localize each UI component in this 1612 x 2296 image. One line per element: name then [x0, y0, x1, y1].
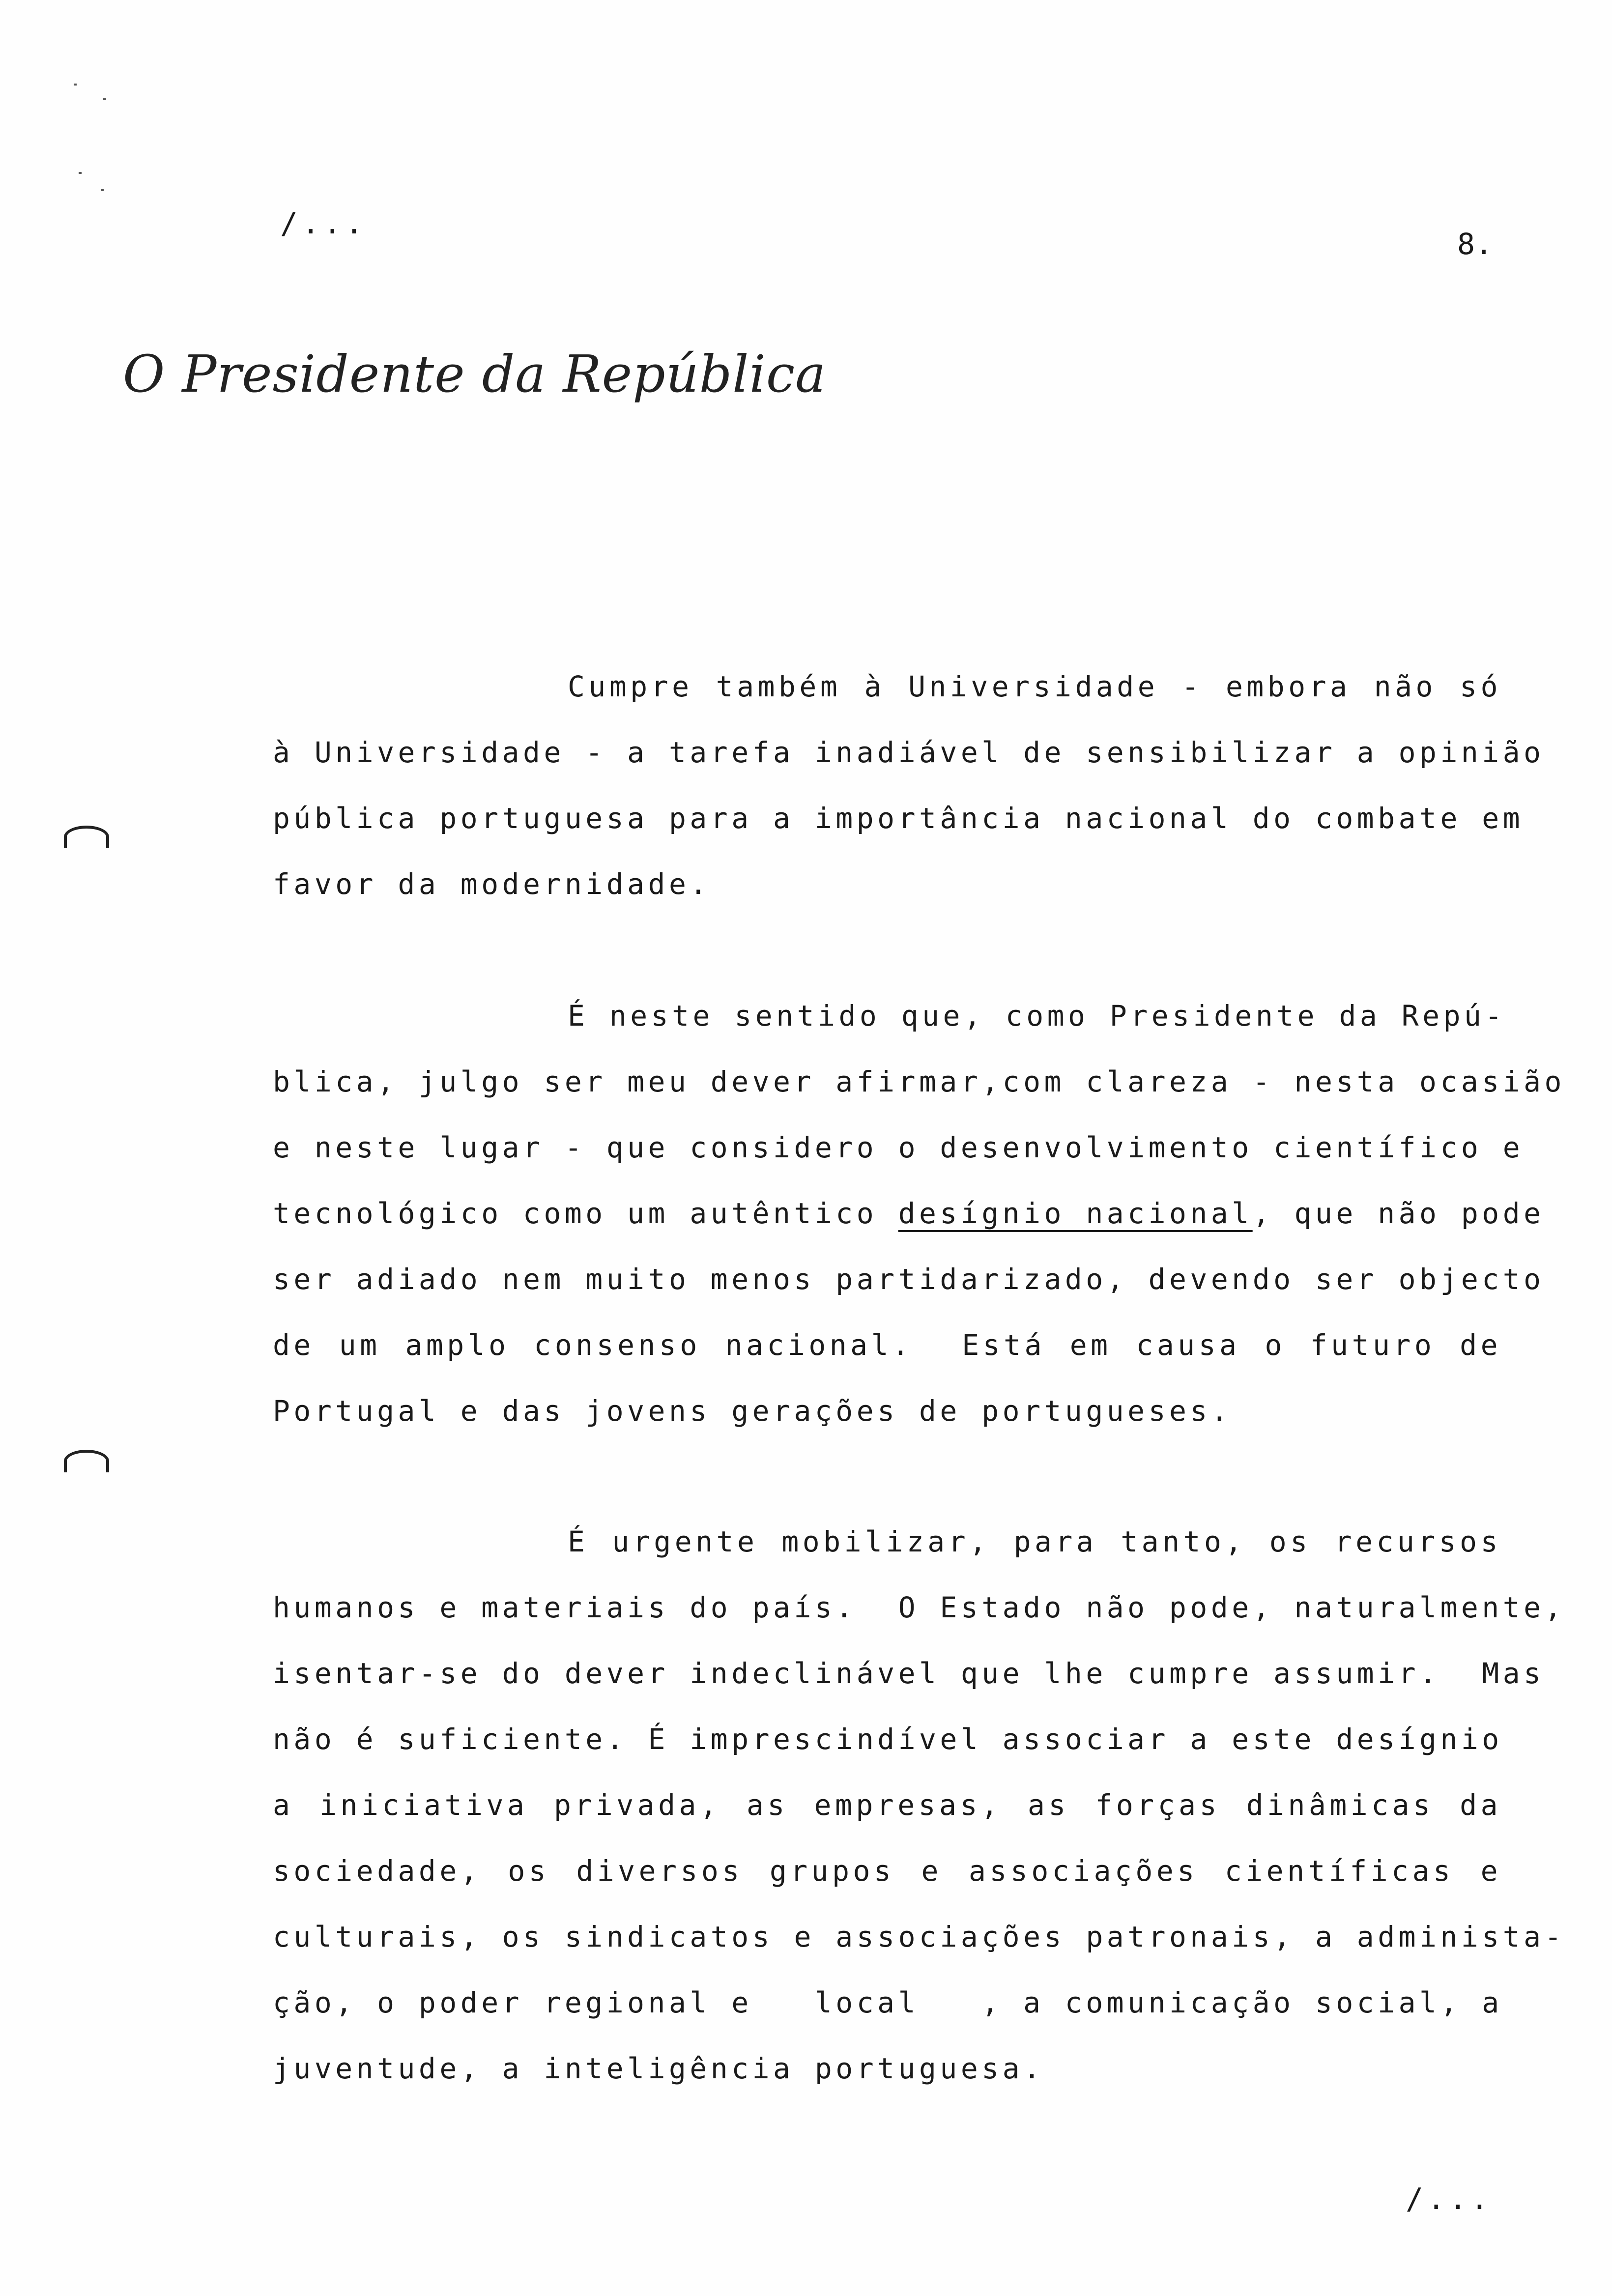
punch-hole-mark	[64, 826, 109, 848]
continuation-marker-top: /...	[280, 206, 367, 241]
paragraph-line: isentar-se do dever indeclinável que lhe cumpre assumir. Mas	[273, 1657, 1545, 1690]
paragraph-line: a iniciativa privada, as empresas, as forças dinâmicas da	[273, 1788, 1501, 1822]
continuation-marker-bottom: /...	[1406, 2182, 1493, 2216]
paragraph-line: e neste lugar - que considero o desenvolvimento científico e	[273, 1131, 1524, 1164]
paragraph-line: Cumpre também à Universidade - embora não só	[568, 670, 1501, 703]
paragraph-line: ção, o poder regional e local , a comunicação social, a	[273, 1986, 1503, 2019]
paragraph-line: não é suficiente. É imprescindível associar a este desígnio	[273, 1722, 1503, 1756]
line-text: , que não pode	[1252, 1197, 1545, 1230]
paragraph-line: favor da modernidade.	[273, 867, 711, 901]
paragraph-line: Portugal e das jovens gerações de portugueses.	[273, 1394, 1232, 1428]
paragraph-line-with-underline	[273, 1180, 1545, 1246]
page-number: 8.	[1457, 227, 1493, 261]
punch-hole-mark	[64, 1450, 109, 1472]
line-text: tecnológico como um autêntico	[273, 1197, 898, 1230]
scan-speck	[74, 84, 77, 86]
paragraph-line: humanos e materiais do país. O Estado não pode, naturalmente,	[273, 1591, 1565, 1624]
paragraph-1	[273, 654, 1545, 917]
paragraph-line: ser adiado nem muito menos partidarizado, devendo ser objecto	[273, 1263, 1545, 1296]
paragraph-line: juventude, a inteligência portuguesa.	[273, 2052, 1044, 2085]
letterhead: O Presidente da República	[123, 344, 827, 404]
paragraph-line: sociedade, os diversos grupos e associações científicas e	[273, 1854, 1501, 1888]
paragraph-line: culturais, os sindicatos e associações patronais, a administa-	[273, 1920, 1565, 1953]
paragraph-3	[273, 1509, 1565, 2101]
scan-speck	[103, 98, 106, 100]
underlined-phrase: desígnio nacional	[898, 1197, 1253, 1230]
scan-speck	[79, 172, 82, 174]
paragraph-line: pública portuguesa para a importância nacional do combate em	[273, 802, 1524, 835]
paragraph-line: de um amplo consenso nacional. Está em causa o futuro de	[273, 1328, 1501, 1362]
scan-speck	[101, 189, 104, 191]
paragraph-2	[273, 983, 1565, 1444]
paragraph-line: É neste sentido que, como Presidente da Repú-	[568, 999, 1506, 1033]
paragraph-line: à Universidade - a tarefa inadiável de sensibilizar a opinião	[273, 736, 1545, 769]
paragraph-line: É urgente mobilizar, para tanto, os recursos	[568, 1525, 1501, 1558]
paragraph-line: blica, julgo ser meu dever afirmar,com clareza - nesta ocasião	[273, 1065, 1565, 1098]
